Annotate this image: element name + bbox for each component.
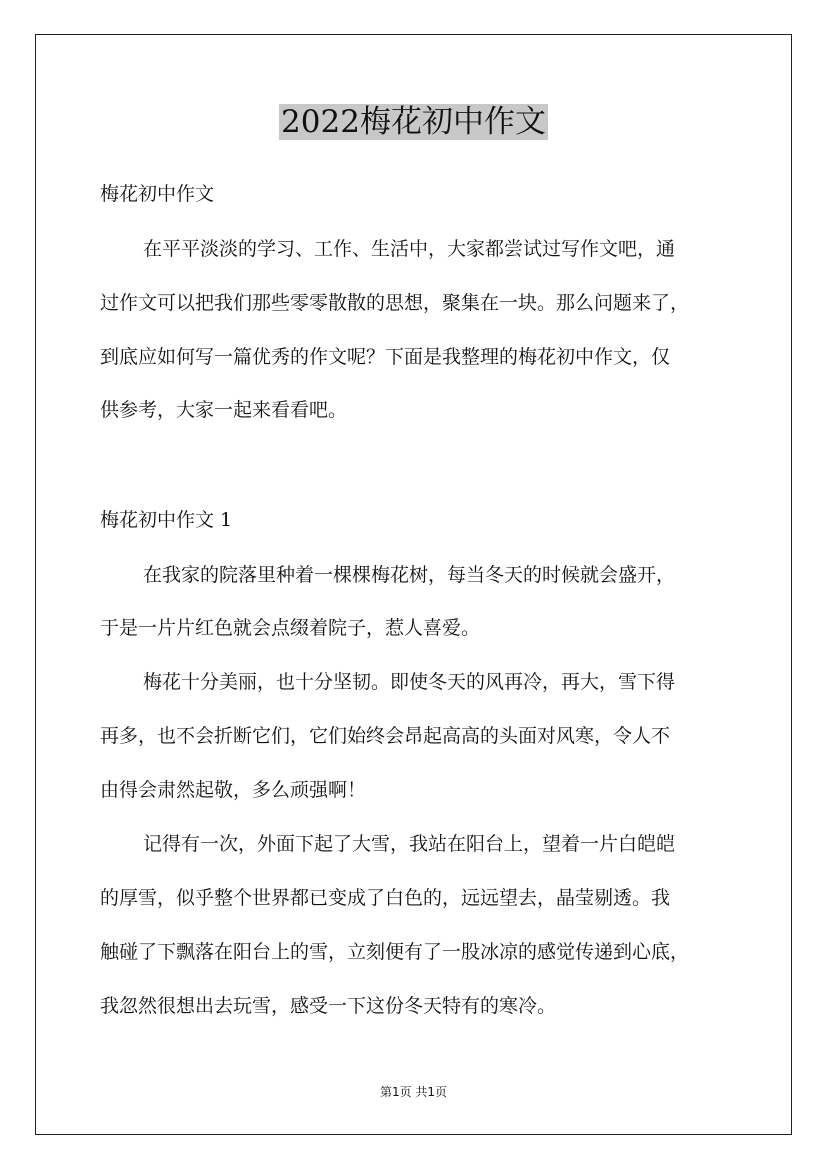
para3-line-3: 触碰了下飘落在阳台上的雪，立刻便有了一股冰凉的感觉传递到心底， <box>100 941 690 963</box>
document-subtitle: 梅花初中作文 <box>100 183 215 205</box>
intro-line-1: 在平平淡淡的学习、工作、生活中，大家都尝试过写作文吧，通 <box>143 238 676 260</box>
para2-line-1: 梅花十分美丽，也十分坚韧。即使冬天的风再冷，再大，雪下得 <box>143 671 676 693</box>
para1-line-2: 于是一片片红色就会点缀着院子，惹人喜爱。 <box>100 617 481 639</box>
para2-line-3: 由得会肃然起敬，多么顽强啊！ <box>100 779 367 801</box>
intro-line-3: 到底应如何写一篇优秀的作文呢？下面是我整理的梅花初中作文，仅 <box>100 346 671 368</box>
page-number: 第1页 共1页 <box>379 1085 448 1099</box>
title-text: 2022梅花初中作文 <box>281 104 546 140</box>
document-title <box>0 100 827 144</box>
intro-line-2: 过作文可以把我们那些零零散散的思想，聚集在一块。那么问题来了， <box>100 292 690 314</box>
para1-line-1: 在我家的院落里种着一棵棵梅花树，每当冬天的时候就会盛开， <box>143 564 676 586</box>
essay-heading: 梅花初中作文 1 <box>100 509 233 531</box>
para3-line-1: 记得有一次，外面下起了大雪，我站在阳台上，望着一片白皑皑 <box>143 833 676 855</box>
para3-line-4: 我忽然很想出去玩雪，感受一下这份冬天特有的寒冷。 <box>100 995 557 1017</box>
intro-line-4: 供参考，大家一起来看看吧。 <box>100 399 348 421</box>
para3-line-2: 的厚雪，似乎整个世界都已变成了白色的，远远望去，晶莹剔透。我 <box>100 887 671 909</box>
para2-line-2: 再多，也不会折断它们，它们始终会昂起高高的头面对风寒，令人不 <box>100 725 671 747</box>
